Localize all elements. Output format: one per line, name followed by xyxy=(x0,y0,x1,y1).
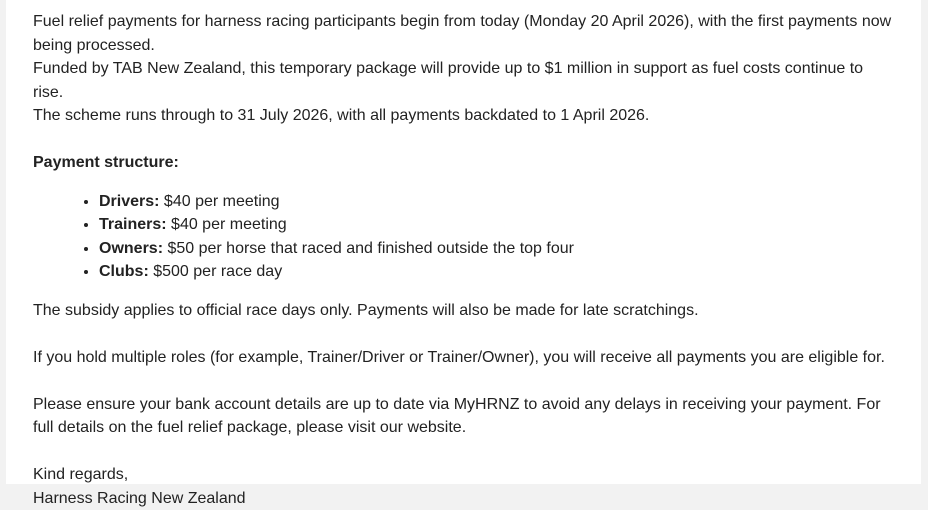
role-label: Clubs: xyxy=(99,263,149,280)
payment-structure-heading: Payment structure: xyxy=(33,154,179,171)
list-item xyxy=(99,260,921,284)
closing-text: Kind regards, xyxy=(33,466,129,483)
email-body xyxy=(6,0,921,507)
role-label: Drivers: xyxy=(99,192,160,210)
intro-line-3: The scheme runs through to 31 July 2026, with all payments backdated to 1 April 2026. xyxy=(33,107,650,124)
role-amount: $40 per meeting xyxy=(159,192,280,210)
intro-paragraph xyxy=(33,10,893,128)
role-amount: $500 per race day xyxy=(148,263,283,280)
sender-name: Harness Racing New Zealand xyxy=(33,489,246,507)
role-label: Trainers: xyxy=(99,216,167,233)
multiple-roles-note: If you hold multiple roles (for example, Trainer/Driver or Trainer/Owner), you will receive all payments you are eligible for. xyxy=(33,348,885,366)
list-item xyxy=(99,190,921,214)
intro-line-2: Funded by TAB New Zealand, this temporary package will provide up to $1 million in support as fuel costs continue to rise. xyxy=(33,60,864,101)
intro-line-1: Fuel relief payments for harness racing participants begin from today (Monday 20 April 2026), with the first payments now being processed. xyxy=(33,13,892,54)
signoff xyxy=(33,463,893,510)
bank-details-note: Please ensure your bank account details are up to date via MyHRNZ to avoid any delays in receiving your payment. For full details on the fuel relief package, please visit our website. xyxy=(33,395,881,436)
role-amount: $50 per horse that raced and finished outside the top four xyxy=(163,239,574,257)
role-amount: $40 per meeting xyxy=(166,216,287,233)
payment-structure-list xyxy=(33,190,921,284)
role-label: Owners: xyxy=(99,239,164,257)
subsidy-note: The subsidy applies to official race days only. Payments will also be made for late scratchings. xyxy=(33,301,699,319)
list-item xyxy=(99,237,921,261)
list-item xyxy=(99,213,921,237)
